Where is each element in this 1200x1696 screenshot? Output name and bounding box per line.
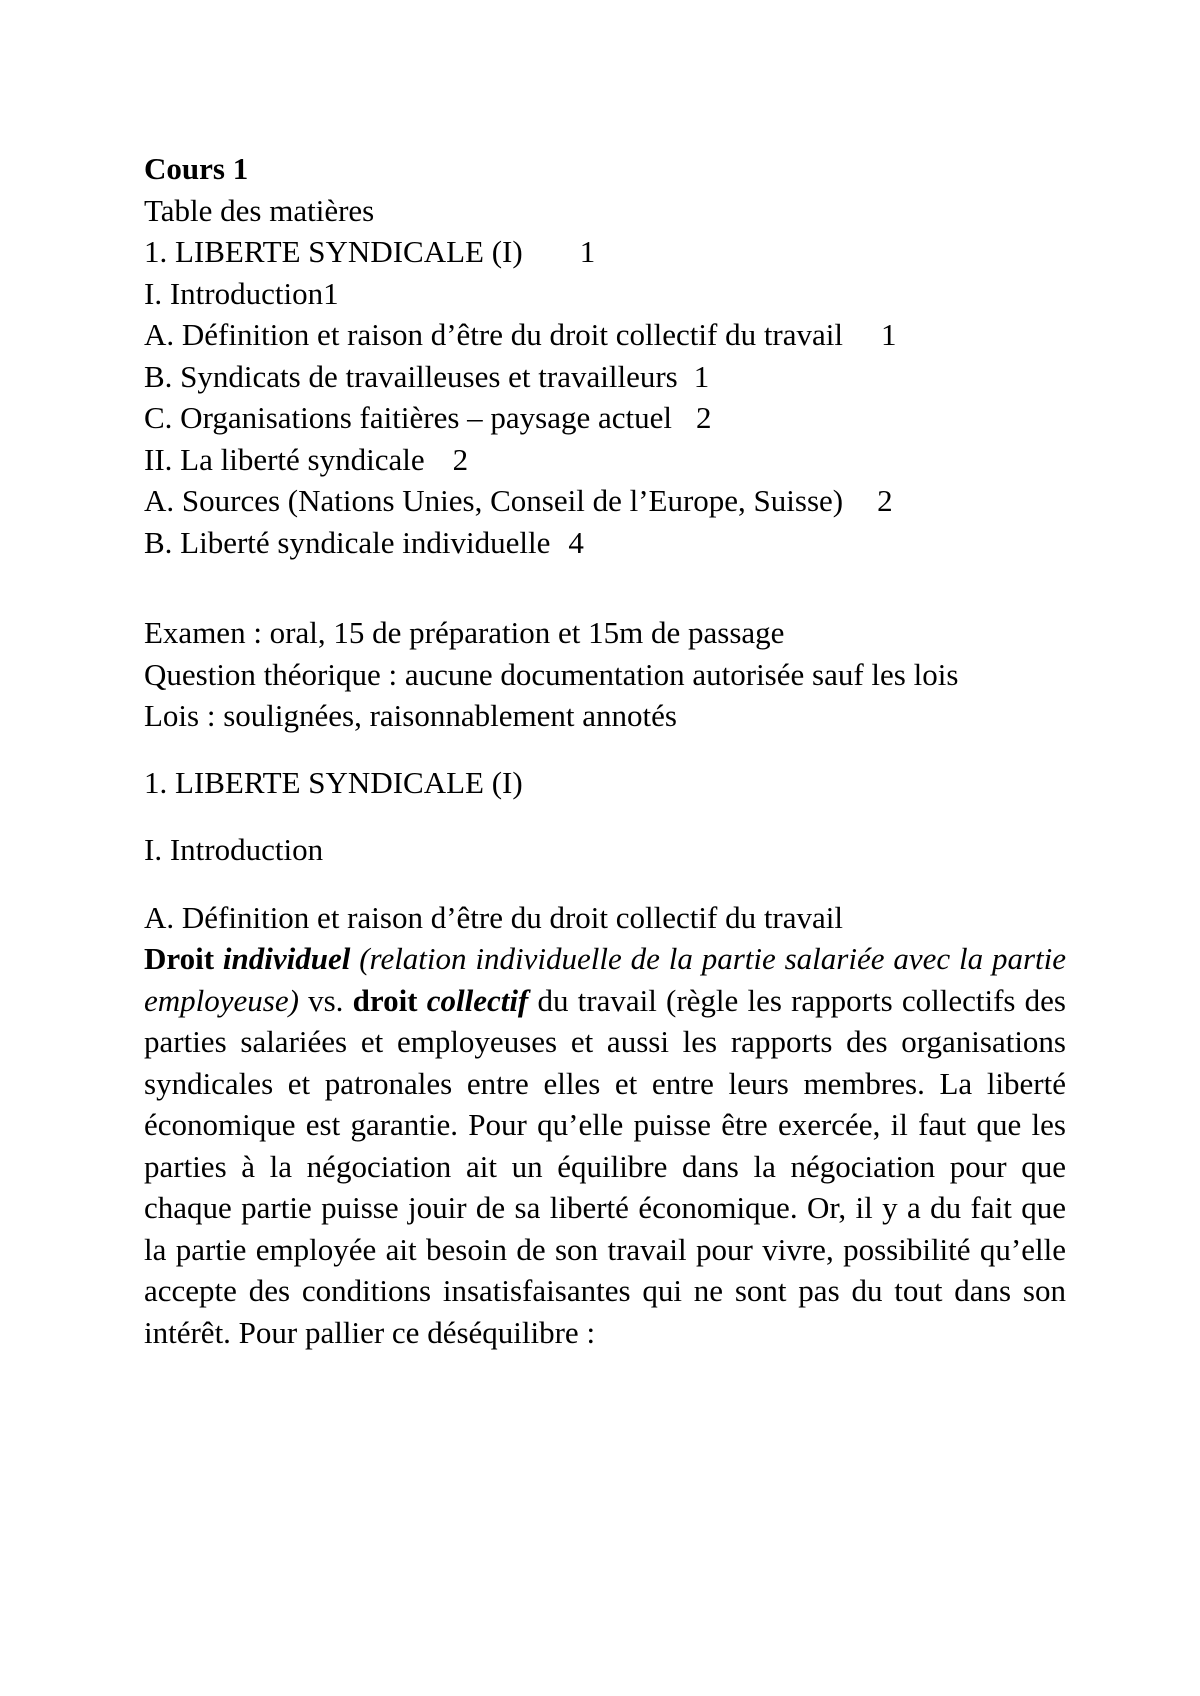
toc-entry-page: 1 bbox=[323, 275, 339, 311]
section-title: 1. LIBERTE SYNDICALE (I) bbox=[144, 764, 523, 800]
toc-entry-label: C. Organisations faitières – paysage actuel bbox=[144, 400, 672, 435]
toc-entry-page: 2 bbox=[452, 441, 469, 477]
body-paragraph bbox=[144, 938, 1066, 1353]
toc-title: Table des matières bbox=[144, 192, 375, 228]
toc-entry[interactable] bbox=[144, 480, 1066, 522]
table-of-contents bbox=[144, 231, 1066, 563]
toc-entry-page: 4 bbox=[568, 524, 584, 560]
bold-italic-term: collectif bbox=[426, 982, 529, 1018]
paragraph-text: vs. bbox=[298, 982, 353, 1018]
bold-term: Droit bbox=[144, 941, 215, 976]
subsubsection-title: A. Définition et raison d’être du droit collectif du travail bbox=[144, 899, 843, 935]
toc-entry[interactable] bbox=[144, 314, 1066, 356]
bold-italic-term: individuel bbox=[222, 941, 351, 976]
toc-entry-page: 2 bbox=[877, 483, 893, 518]
toc-entry-page: 2 bbox=[695, 400, 712, 435]
toc-entry[interactable] bbox=[144, 356, 1066, 398]
toc-entry[interactable] bbox=[144, 397, 1066, 439]
document-body bbox=[144, 148, 1066, 1353]
exam-question-line: Question théorique : aucune documentation autorisée sauf les lois bbox=[144, 656, 959, 692]
subsection-title: I. Introduction bbox=[144, 832, 324, 867]
italic-text: (relation individuelle de la partie salariée avec la partie employeuse) bbox=[144, 941, 1066, 1018]
toc-entry-label: B. Syndicats de travailleuses et travailleurs bbox=[144, 358, 678, 394]
toc-entry-label: A. Définition et raison d’être du droit collectif du travail bbox=[144, 317, 843, 352]
toc-entry-page: 1 bbox=[693, 358, 710, 394]
toc-entry[interactable] bbox=[144, 231, 1066, 273]
toc-entry-page: 1 bbox=[579, 234, 596, 269]
toc-entry[interactable] bbox=[144, 439, 1066, 481]
course-heading: Cours 1 bbox=[144, 151, 249, 186]
toc-entry-label: A. Sources (Nations Unies, Conseil de l’Europe, Suisse) bbox=[144, 483, 844, 518]
exam-laws-line: Lois : soulignées, raisonnablement annotés bbox=[144, 698, 677, 733]
exam-line: Examen : oral, 15 de préparation et 15m de passage bbox=[144, 615, 785, 650]
toc-entry-label: II. La liberté syndicale bbox=[144, 441, 425, 477]
paragraph-text: du travail (règle les rapports collectifs des parties salariées et employeuses et aussi les rapports des organisations syndicales et patronales entre elles et entre leurs membres. La liberté économique est garantie. Pour qu’elle puisse être exercée, il faut que les parties à la négociation ait un équilibre dans la négociation pour que chaque partie puisse jouir de sa liberté économique. Or, il y a du fait que la partie employée ait besoin de son travail pour vivre, possibilité qu’elle accepte des conditions insatisfaisantes qui ne sont pas du tout dans son intérêt. Pour pallier ce déséquilibre : bbox=[144, 982, 1066, 1350]
toc-entry-label: I. Introduction bbox=[144, 275, 324, 311]
toc-entry-label: 1. LIBERTE SYNDICALE (I) bbox=[144, 234, 523, 269]
toc-entry-label: B. Liberté syndicale individuelle bbox=[144, 524, 551, 560]
toc-entry-page: 1 bbox=[881, 317, 897, 352]
toc-entry[interactable] bbox=[144, 273, 1066, 315]
bold-term: droit bbox=[352, 982, 418, 1018]
exam-info bbox=[144, 612, 1066, 737]
toc-entry[interactable] bbox=[144, 522, 1066, 564]
